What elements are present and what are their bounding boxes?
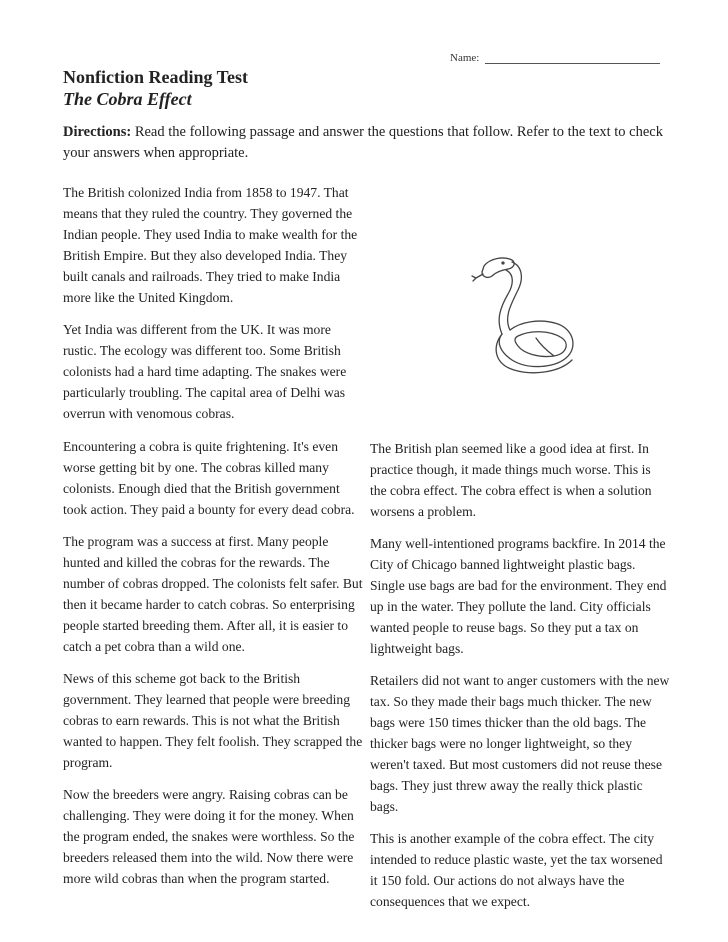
paragraph: Now the breeders were angry. Raising cobras can be challenging. They were doing it for the money. When the program ended, the snakes were worthless. So the breeders released them into the wild. Now there were more wild cobras than when the program started. — [63, 787, 355, 886]
cobra-icon — [470, 252, 580, 377]
paragraph: Many well-intentioned programs backfire. In 2014 the City of Chicago banned lightweight plastic bags. Single use bags are bad for the environment. They end up in the water. They pollute the land. City officials wanted people to reuse bags. So they put a tax on lightweight bags. — [370, 536, 667, 656]
directions-text: Read the following passage and answer the questions that follow. Refer to the text to check your answers when appropriate. — [63, 124, 663, 161]
name-field[interactable] — [450, 52, 660, 64]
directions-label: Directions: — [63, 124, 132, 140]
paragraph: News of this scheme got back to the British government. They learned that people were breeding cobras to earn rewards. This is not what the British wanted to happen. They felt foolish. They scrapped the program. — [63, 671, 363, 770]
paragraph: Retailers did not want to anger customers with the new tax. So they made their bags much thicker. The new bags were 150 times thicker than the old bags. The thicker bags were no longer lightweight, so they weren't taxed. But most customers did not reuse these bags. They just threw away the really thick plastic bags. — [370, 673, 670, 814]
page-title: Nonfiction Reading Test — [63, 67, 249, 87]
right-column — [370, 438, 670, 923]
directions — [63, 122, 663, 164]
paragraph: The British colonized India from 1858 to 1947. That means that they ruled the country. They governed the Indian people. They used India to make wealth for the British Empire. But they also developed India. They built canals and railroads. They tried to make India more like the United Kingdom. — [63, 185, 358, 305]
paragraph: Encountering a cobra is quite frightening. It's even worse getting bit by one. The cobras killed many colonists. Enough died that the British government took action. They paid a bounty for every dead cobra. — [63, 439, 355, 517]
header — [63, 66, 248, 110]
name-label: Name: — [450, 52, 480, 64]
name-underline[interactable] — [485, 53, 660, 64]
left-column — [63, 182, 363, 900]
paragraph: Yet India was different from the UK. It was more rustic. The ecology was different too. Some British colonists had a hard time adapting. The snakes were particularly troubling. The capital area of Delhi was overrun with venomous cobras. — [63, 322, 347, 421]
paragraph: The program was a success at first. Many people hunted and killed the cobras for the rewards. The number of cobras dropped. The colonists felt safer. But then it became harder to catch cobras. So enterprising people started breeding them. After all, it is easier to catch a pet cobra than a wild one. — [63, 534, 363, 654]
paragraph: This is another example of the cobra effect. The city intended to reduce plastic waste, yet the tax worsened it 150 fold. Our actions do not always have the consequences that we expect. — [370, 831, 663, 909]
paragraph: The British plan seemed like a good idea at first. In practice though, it made things much worse. This is the cobra effect. The cobra effect is when a solution worsens a problem. — [370, 441, 652, 519]
page-subtitle: The Cobra Effect — [63, 89, 192, 109]
